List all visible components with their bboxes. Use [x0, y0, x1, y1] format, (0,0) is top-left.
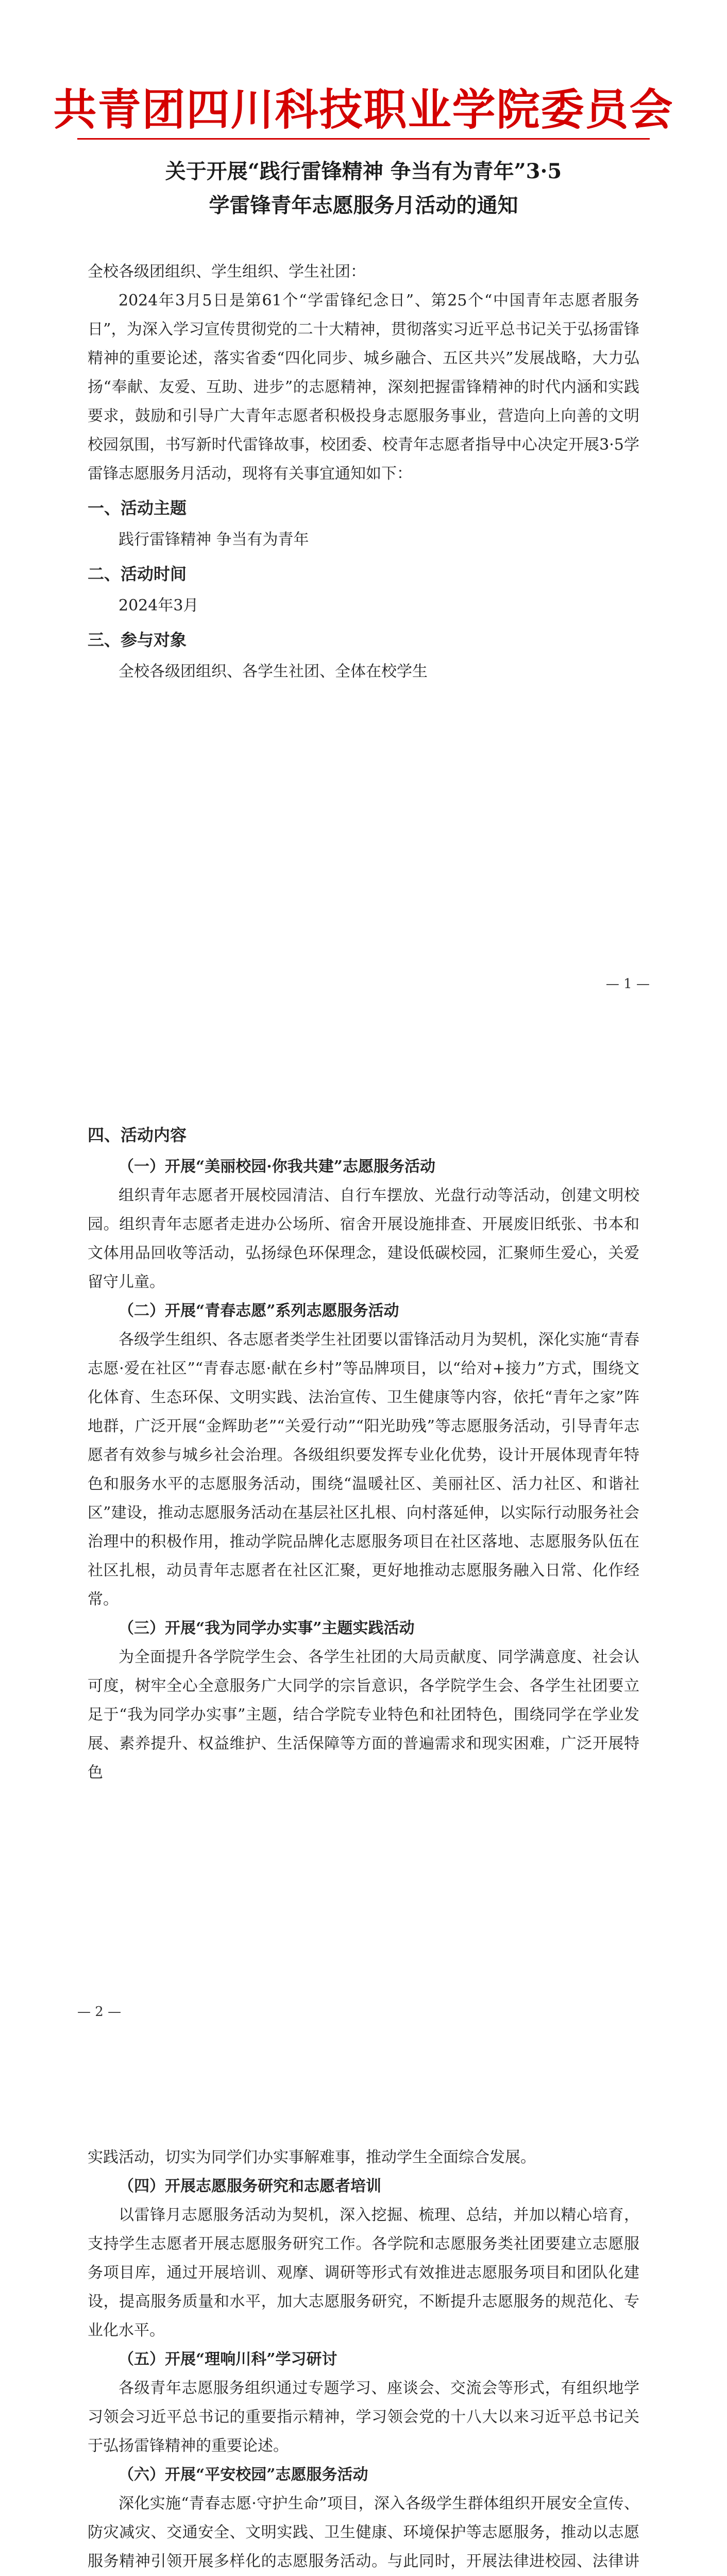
theme-text: 践行雷锋精神 争当有为青年	[119, 531, 309, 549]
page-3	[0, 2056, 727, 2576]
salutation: 全校各级团组织、学生组织、学生社团：	[88, 263, 366, 281]
subsection-title-5: （五）开展“理响川科”学习研讨	[119, 2350, 337, 2368]
page-1	[0, 0, 727, 1028]
subsection-title-4: （四）开展志愿服务研究和志愿者培训	[119, 2177, 381, 2195]
page-number: — 1 —	[605, 976, 650, 992]
subsection-text-5: 各级青年志愿服务组织通过专题学习、座谈会、交流会等形式，有组织地学习领会习近平总书记的重要指示精神，学习领会党的十八大以来习近平总书记关于弘扬雷锋精神的重要论述。	[88, 2379, 639, 2455]
subsection-text-4: 以雷锋月志愿服务活动为契机，深入挖掘、梳理、总结，并加以精心培育，支持学生志愿者开展志愿服务研究工作。各学院和志愿服务类社团要建立志愿服务项目库，通过开展培训、观摩、调研等形式有效推进志愿服务项目和团队化建设，提高服务质量和水平，加大志愿服务研究，不断提升志愿服务的规范化、专业化水平。	[88, 2206, 639, 2340]
subsection-text-6: 深化实施“青春志愿·守护生命”项目，深入各级学生群体组织开展安全宣传、防灾减灾、交通安全、文明实践、卫生健康、环境保护等志愿服务，推动以志愿服务精神引领开展多样化的志愿服务活动。与此同时，开展法律进校园、法律讲	[88, 2495, 639, 2570]
document-title-line2: 学雷锋青年志愿服务月活动的通知	[209, 193, 518, 217]
subsection-title-3: （三）开展“我为同学办实事”主题实践活动	[119, 1619, 415, 1637]
subsection-title-6: （六）开展“平安校园”志愿服务活动	[119, 2466, 368, 2484]
page-number: — 2 —	[77, 2004, 122, 2020]
page-2	[0, 1028, 727, 2056]
section-heading-time: 二、活动时间	[88, 564, 187, 584]
subsection-text-3: 为全面提升各学院学生会、各学生社团的大局贡献度、同学满意度、社会认可度，树牢全心全意服务广大同学的宗旨意识，各学院学生会、各学生社团要立足于“我为同学办实事”主题，结合学院专业特色和社团特色，围绕同学在学业发展、素养提升、权益维护、生活保障等方面的普遍需求和现实困难，广泛开展特色	[88, 1648, 639, 1782]
org-red-header: 共青团四川科技职业学院委员会	[53, 84, 674, 135]
subsection-text-1: 组织青年志愿者开展校园清洁、自行车摆放、光盘行动等活动，创建文明校园。组织青年志愿者走进办公场所、宿舍开展设施排查、开展废旧纸张、书本和文体用品回收等活动，弘扬绿色环保理念，建设低碳校园，汇聚师生爱心，关爱留守儿童。	[88, 1187, 639, 1291]
intro-paragraph: 2024年3月5日是第61个“学雷锋纪念日”、第25个“中国青年志愿者服务日”，为深入学习宣传贯彻党的二十大精神，贯彻落实习近平总书记关于弘扬雷锋精神的重要论述，落实省委“四化同步、城乡融合、五区共兴”发展战略，大力弘扬“奉献、友爱、互助、进步”的志愿精神，深刻把握雷锋精神的时代内涵和实践要求，鼓励和引导广大青年志愿者积极投身志愿服务事业，营造向上向善的文明校园氛围，书写新时代雷锋故事，校团委、校青年志愿者指导中心决定开展3·5学雷锋志愿服务月活动，现将有关事宜通知如下：	[88, 292, 639, 483]
red-divider	[77, 138, 650, 140]
subsection-title-1: （一）开展“美丽校园·你我共建”志愿服务活动	[119, 1158, 435, 1176]
page2-body	[88, 1115, 639, 1787]
page1-body	[88, 258, 639, 686]
document-title	[77, 155, 650, 223]
document-title-line1: 关于开展“践行雷锋精神 争当有为青年”3·5	[165, 159, 562, 183]
page3-body	[88, 2143, 639, 2576]
subsection-text-2: 各级学生组织、各志愿者类学生社团要以雷锋活动月为契机，深化实施“青春志愿·爱在社区”“青春志愿·献在乡村”等品牌项目，以“给对+接力”方式，围绕文化体育、生态环保、文明实践、法治宣传、卫生健康等内容，依托“青年之家”阵地群，广泛开展“金辉助老”“关爱行动”“阳光助残”等志愿服务活动，引导青年志愿者有效参与城乡社会治理。各级组织要发挥专业化优势，设计开展体现青年特色和服务水平的志愿服务活动，围绕“温暖社区、美丽社区、活力社区、和谐社区”建设，推动志愿服务活动在基层社区扎根、向村落延伸，以实际行动服务社会治理中的积极作用，推动学院品牌化志愿服务项目在社区落地、志愿服务队伍在社区扎根，动员青年志愿者在社区汇聚，更好地推动志愿服务融入日常、化作经常。	[88, 1331, 639, 1608]
section-heading-participants: 三、参与对象	[88, 630, 187, 650]
subsection-text-3-cont: 实践活动，切实为同学们办实事解难事，推动学生全面综合发展。	[88, 2148, 536, 2166]
section-heading-theme: 一、活动主题	[88, 498, 187, 518]
participants-text: 全校各级团组织、各学生社团、全体在校学生	[119, 663, 428, 681]
section-heading-content: 四、活动内容	[88, 1125, 187, 1145]
subsection-title-2: （二）开展“青春志愿”系列志愿服务活动	[119, 1302, 399, 1320]
time-text: 2024年3月	[119, 597, 199, 615]
